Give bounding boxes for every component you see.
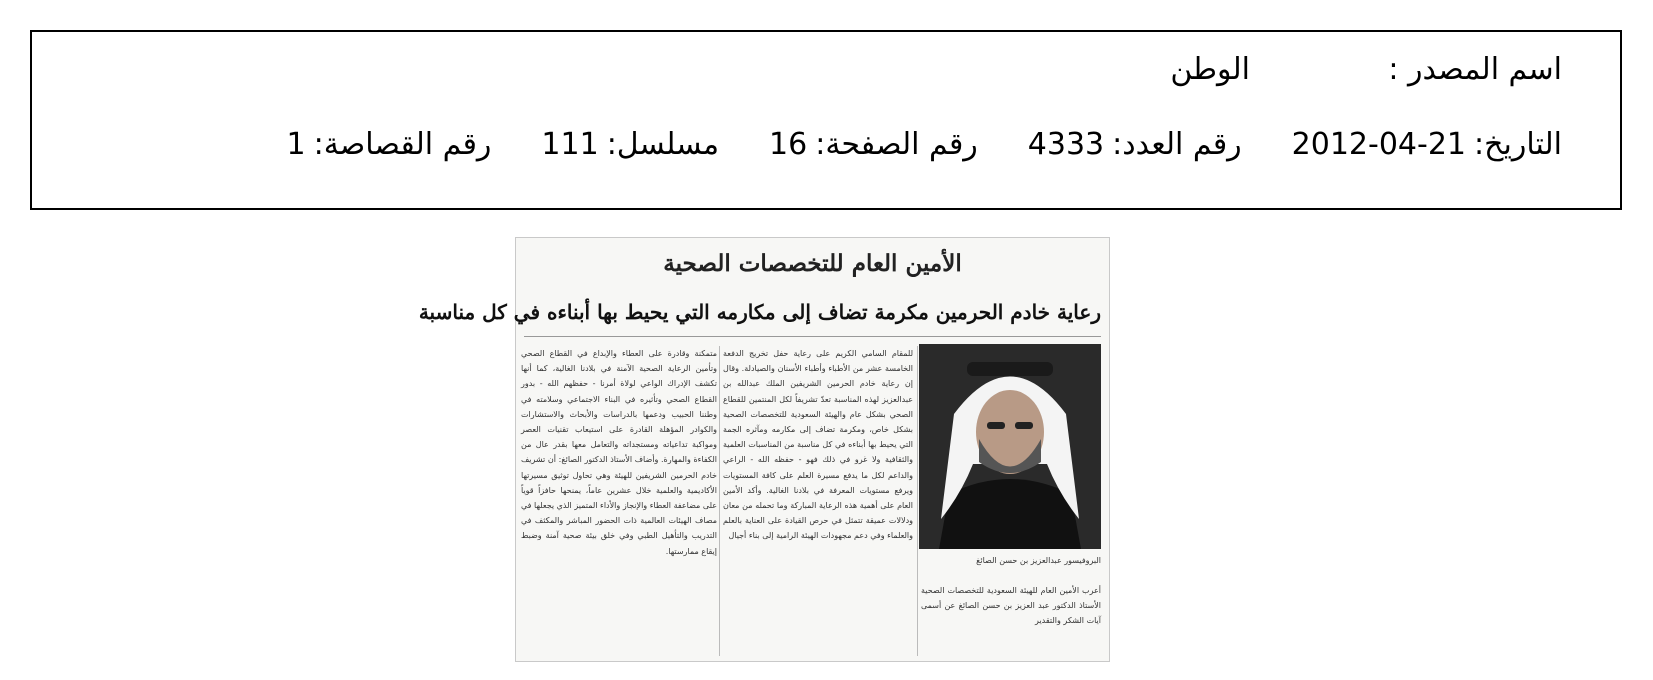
newspaper-clipping xyxy=(418,237,1110,662)
headline-divider xyxy=(524,336,1101,337)
page-label: رقم الصفحة: xyxy=(815,127,978,162)
date-label: التاريخ: xyxy=(1474,127,1562,162)
portrait-photo xyxy=(919,344,1101,549)
issue-value: 4333 xyxy=(1027,127,1105,162)
column-divider xyxy=(719,346,720,656)
serial-value: 111 xyxy=(541,127,599,162)
article-column-3: متمكنة وقادرة على العطاء والإبداع في القطاع الصحي وتأمين الرعاية الصحية الآمنة في بلادنا الغالية، كما أنها تكشف الإدراك الواعي لولاة أمرنا - حفظهم الله - بدور القطاع الصحي وتأثيره في البناء الاجتماعي وسلامته في وطننا الحبيب ودعمها بالدراسات والأبحاث والاستشارات والكوادر المؤهلة القادرة على استيعاب تقنيات العصر ومواكبة تداعياته ومستجداته والتعامل معها بقدر عال من الكفاءة والمهارة. وأضاف الأستاذ الدكتور الصائغ: أن تشريف خادم الحرمين الشريفين للهيئة وهي تحاول توثيق مسيرتها الأكاديمية والعلمية خلال عشرين عاماً، يمنحها حافزاً قوياً على مضاعفة العطاء والإنجاز والأداء المتميز الذي يجعلها في مصاف الهيئات العالمية ذات الحضور المباشر والمكثف في التدريب والتأهيل الطبي وفي خلق بيئة صحية آمنة وضبط إيقاع ممارستها. xyxy=(521,349,717,556)
article-kicker: الأمين العام للتخصصات الصحية xyxy=(663,250,962,277)
source-row xyxy=(1170,52,1562,87)
column-divider xyxy=(917,346,918,656)
date-value: 2012-04-21 xyxy=(1291,127,1467,162)
serial-label: مسلسل: xyxy=(606,127,720,162)
clip-value: 1 xyxy=(286,127,306,162)
document-header-box xyxy=(30,30,1622,210)
clip-label: رقم القصاصة: xyxy=(313,127,492,162)
issue-label: رقم العدد: xyxy=(1112,127,1242,162)
article-column-1: أعرب الأمين العام للهيئة السعودية للتخصصات الصحية الأستاذ الدكتور عبد العزيز بن حسن الصائغ عن أسمى آيات الشكر والتقدير xyxy=(921,586,1101,626)
portrait-illustration xyxy=(919,344,1101,549)
article-headline: رعاية خادم الحرمين مكرمة تضاف إلى مكارمه التي يحيط بها أبناءه في كل مناسبة xyxy=(418,300,1101,324)
page-value: 16 xyxy=(769,127,808,162)
source-value: الوطن xyxy=(1170,52,1250,87)
metadata-row xyxy=(287,127,1562,162)
photo-caption: البروفيسور عبدالعزيز بن حسن الصائغ xyxy=(976,556,1101,565)
article-column-2: للمقام السامي الكريم على رعاية حفل تخريج الدفعة الخامسة عشر من الأطباء وأطباء الأسنان والصيادلة. وقال إن رعاية خادم الحرمين الشريفين الملك عبدالله بن عبدالعزيز لهذه المناسبة تعدّ تشريفاً لكل المنتمين للقطاع الصحي بشكل عام والهيئة السعودية للتخصصات الصحية بشكل خاص، ومكرمة تضاف إلى مكارمه ومآثره الجمة التي يحيط بها أبناءه في كل مناسبة من المناسبات العلمية والثقافية ولا غرو في ذلك فهو - حفظه الله - الراعي والداعم لكل ما يدفع مسيرة العلم على كافة المستويات ويرفع مستويات المعرفة في بلادنا الغالية. وأكد الأمين العام على أهمية هذه الرعاية المباركة وما تحمله من معان ودلالات عميقة تتمثل في حرص القيادة على العناية بالعلم والعلماء وفي دعم مجهودات الهيئة الرامية إلى بناء أجيال xyxy=(723,349,913,541)
source-label: اسم المصدر : xyxy=(1388,52,1562,87)
